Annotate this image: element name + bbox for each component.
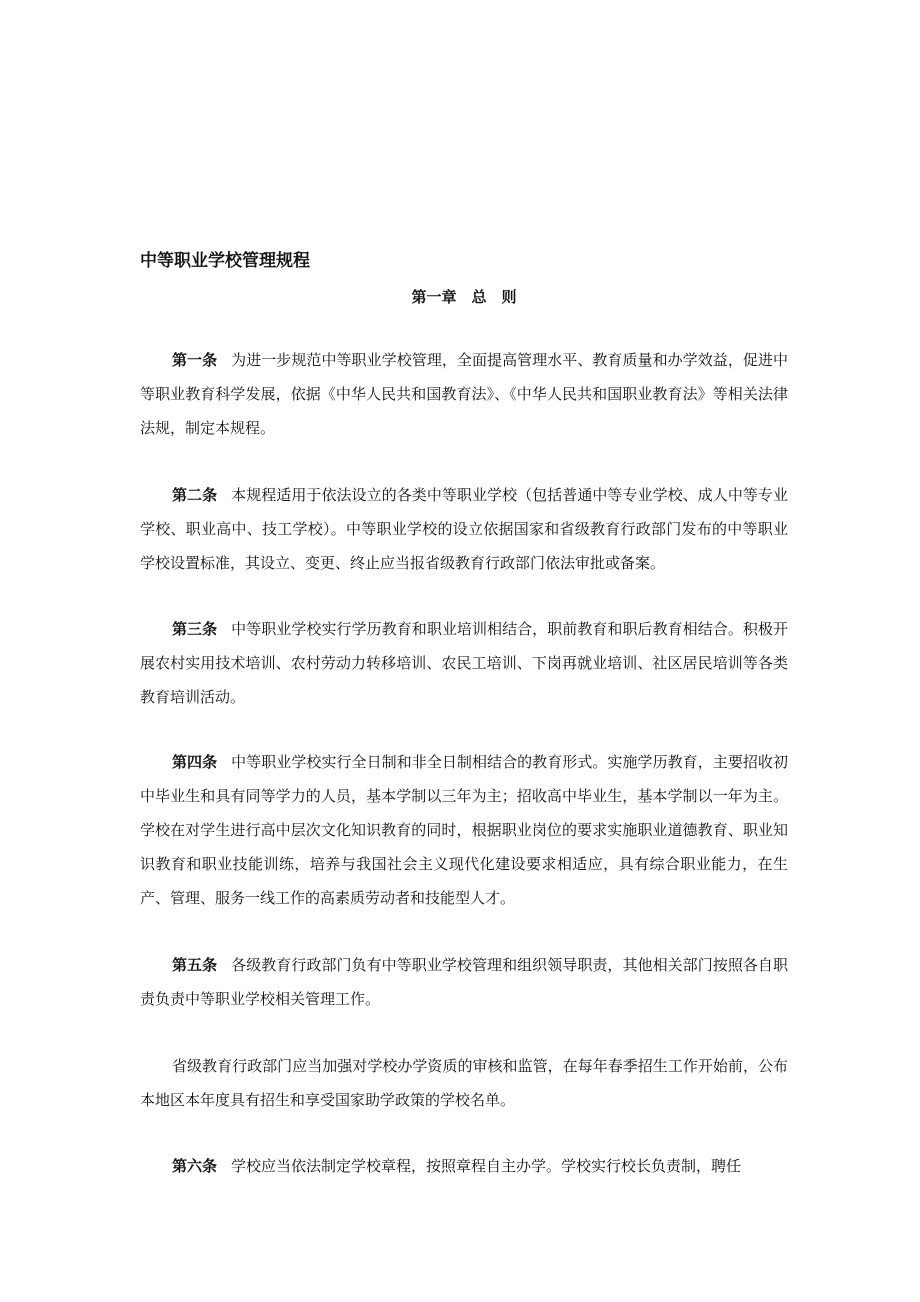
article-text: 学校应当依法制定学校章程，按照章程自主办学。学校实行校长负责制，聘任 bbox=[231, 1157, 742, 1175]
article-paragraph bbox=[140, 1149, 788, 1183]
article-paragraph bbox=[140, 948, 788, 1016]
article-paragraph bbox=[140, 1049, 788, 1117]
article-paragraph bbox=[140, 478, 788, 580]
article-label: 第五条 bbox=[172, 956, 218, 974]
article-text: 为进一步规范中等职业学校管理，全面提高管理水平、教育质量和办学效益，促进中等职业教育科学发展，依据《中华人民共和国教育法》、《中华人民共和国职业教育法》等相关法律法规，制定本规程。 bbox=[140, 351, 788, 437]
document-title: 中等职业学校管理规程 bbox=[140, 251, 310, 271]
article-text: 省级教育行政部门应当加强对学校办学资质的审核和监管，在每年春季招生工作开始前，公布本地区本年度具有招生和享受国家助学政策的学校名单。 bbox=[140, 1057, 788, 1109]
article-paragraph bbox=[140, 343, 788, 445]
article-text: 中等职业学校实行全日制和非全日制相结合的教育形式。实施学历教育，主要招收初中毕业生和具有同等学力的人员，基本学制以三年为主；招收高中毕业生，基本学制以一年为主。学校在对学生进行高中层次文化知识教育的同时，根据职业岗位的要求实施职业道德教育、职业知识教育和职业技能训练，培养与我国社会主义现代化建设要求相适应，具有综合职业能力，在生产、管理、服务一线工作的高素质劳动者和技能型人才。 bbox=[140, 753, 788, 907]
article-text: 中等职业学校实行学历教育和职业培训相结合，职前教育和职后教育相结合。积极开展农村实用技术培训、农村劳动力转移培训、农民工培训、下岗再就业培训、社区居民培训等各类教育培训活动。 bbox=[140, 620, 788, 706]
article-label: 第二条 bbox=[172, 486, 218, 504]
article-paragraph bbox=[140, 745, 788, 915]
article-label: 第三条 bbox=[172, 620, 218, 638]
article-label: 第一条 bbox=[172, 351, 218, 369]
article-text: 本规程适用于依法设立的各类中等职业学校（包括普通中等专业学校、成人中等专业学校、职业高中、技工学校）。中等职业学校的设立依据国家和省级教育行政部门发布的中等职业学校设置标准，其设立、变更、终止应当报省级教育行政部门依法审批或备案。 bbox=[140, 486, 788, 572]
chapter-heading: 第一章 总 则 bbox=[411, 288, 517, 306]
article-label: 第四条 bbox=[172, 753, 218, 771]
article-paragraph bbox=[140, 612, 788, 714]
article-label: 第六条 bbox=[172, 1157, 218, 1175]
article-text: 各级教育行政部门负有中等职业学校管理和组织领导职责，其他相关部门按照各自职责负责中等职业学校相关管理工作。 bbox=[140, 956, 788, 1008]
